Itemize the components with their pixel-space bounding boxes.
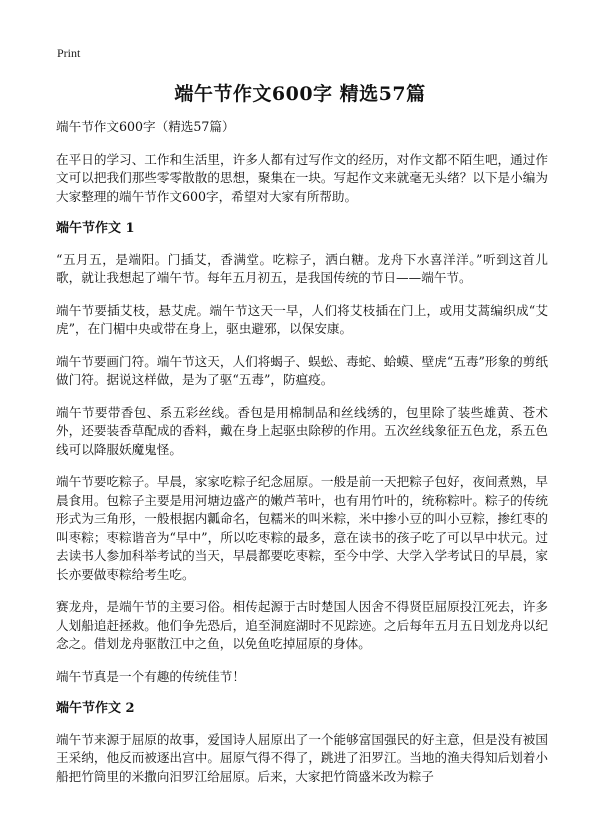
essay-1-heading: 端午节作文 1 [56,221,135,236]
paragraph: 端午节要带香包、系五彩丝线。香包是用棉制品和丝线绣的，包里除了装些雄黄、苍术外，还要装香草配成的香料，戴在身上起驱虫除秽的作用。五次丝线象征五色龙，系五色线可以降服妖魔鬼怪。 [56,404,548,457]
intro-paragraph: 在平日的学习、工作和生活里，许多人都有过写作文的经历，对作文都不陌生吧，通过作文可以把我们那些零零散散的思想，聚集在一块。写起作文来就毫无头绪？以下是小编为大家整理的端午节作文600字，希望对大家有所帮助。 [56,151,548,204]
paragraph: 端午节要插艾枝，悬艾虎。端午节这天一早，人们将艾枝插在门上，或用艾蒿编织成“艾虎”，在门楣中央或带在身上，驱虫避邪，以保安康。 [56,302,548,336]
subtitle: 端午节作文600字（精选57篇） [56,119,235,134]
paragraph: 端午节要吃粽子。早晨，家家吃粽子纪念屈原。一般是前一天把粽子包好，夜间煮熟，早晨食用。包粽子主要是用河塘边盛产的嫩芦苇叶，也有用竹叶的，统称粽叶。粽子的传统形式为三角形，一般根据内瓤命名，包糯米的叫米粽，米中掺小豆的叫小豆粽，掺红枣的叫枣粽；枣粽谐音为“早中”，所以吃枣粽的最多，意在读书的孩子吃了可以早中状元。过去读书人参加科举考试的当天，早晨都要吃枣粽，至今中学、大学入学考试日的早晨，家长亦要做枣粽给考生吃。 [56,474,548,582]
paragraph: 端午节来源于屈原的故事，爱国诗人屈原出了一个能够富国强民的好主意，但是没有被国王采纳，他反而被逐出宫中。屈原气得不得了，跳进了汨罗江。当地的渔夫得知后划着小船把竹筒里的米撒向汨罗江给屈原。后来，大家把竹筒盛米改为粽子 [56,731,548,784]
essay-2-heading: 端午节作文 2 [56,701,135,716]
paragraph: 赛龙舟，是端午节的主要习俗。相传起源于古时楚国人因舍不得贤臣屈原投江死去，许多人划船追赶拯救。他们争先恐后，追至洞庭湖时不见踪迹。之后每年五月五日划龙舟以纪念之。借划龙舟驱散江中之鱼，以免鱼吃掉屈原的身体。 [56,599,548,651]
paragraph: “五月五，是端阳。门插艾，香满堂。吃粽子，洒白糖。龙舟下水喜洋洋。”听到这首儿歌，就让我想起了端午节。每年五月初五，是我国传统的节日——端午节。 [56,251,548,285]
page-title: 端午节作文600字 精选57篇 [174,83,426,105]
paragraph: 端午节真是一个有趣的传统佳节！ [56,668,245,684]
paragraph: 端午节要画门符。端午节这天，人们将蝎子、蜈蚣、毒蛇、蛤蟆、壁虎“五毒”形象的剪纸做门符。据说这样做，是为了驱“五毒”，防瘟疫。 [56,353,548,387]
article-body [56,118,548,800]
print-link[interactable]: Print [57,46,81,60]
